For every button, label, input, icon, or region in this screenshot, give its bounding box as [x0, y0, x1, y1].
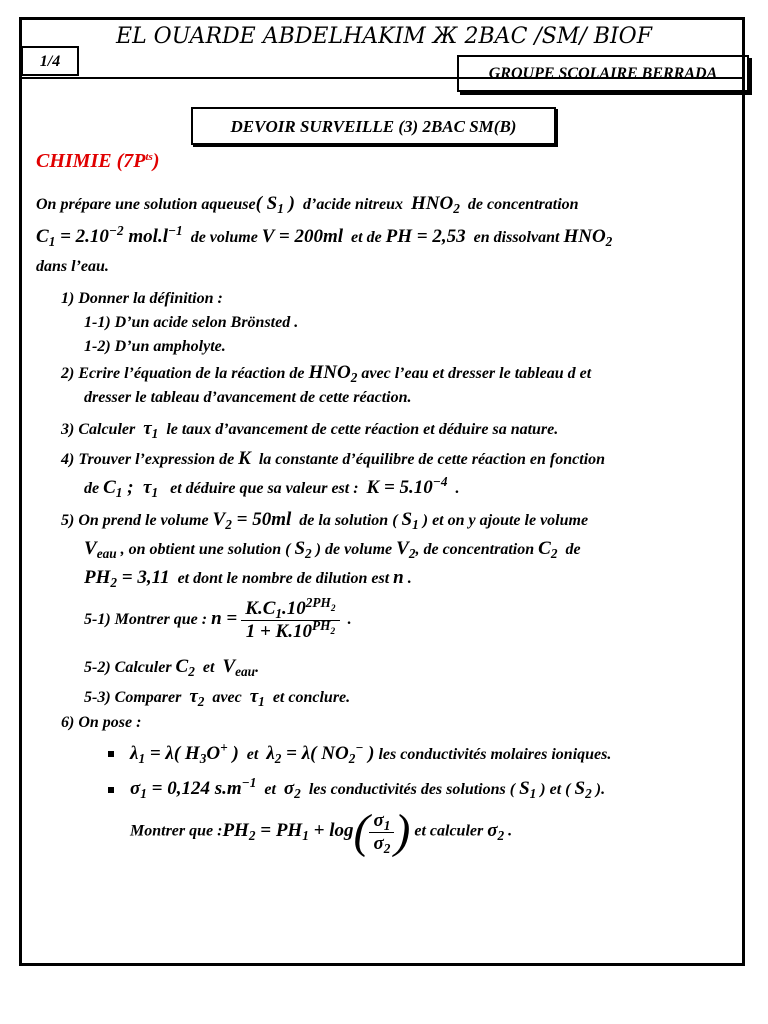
q5-2-line: 5-2) Calculer $C_2$ et $V_{eau}$.: [84, 656, 260, 679]
exam-title: DEVOIR SURVEILLE (3) 2BAC SM(B): [191, 107, 556, 145]
q1-item-1: 1-1) D’un acide selon Brönsted .: [84, 314, 299, 331]
q5-1-line: 5-1) Montrer que : n = $\frac{K.C_1.10^{2PH_2}}{1 + K.10^{PH_2}}$ .: [84, 595, 352, 642]
intro-line-3: dans l’eau.: [36, 258, 109, 275]
school-name: GROUPE SCOLAIRE BERRADA: [457, 55, 749, 92]
q6-show-line: Montrer que $:PH_2 = PH_1 + \log$( $\frac{\sigma_1}{\sigma_2}$ ) et calculer $\sigma_2$ .: [130, 805, 513, 858]
dilution-formula: $\frac{K.C_1.10^{2PH_2}}{1 + K.10^{PH_2}}$: [241, 598, 339, 643]
page-number: 1/4: [21, 46, 79, 76]
intro-line-2: $C_1 = 2.10^{-2}$ $mol.l^{-1}$ de volume V = 200ml et de PH = 2,53 en dissolvant $HNO_2$: [36, 223, 613, 249]
q5-line-2: $V_{eau}$ , on obtient une solution ( $S_2$ ) de volume $V_2$, de concentration $C_2$ de: [84, 538, 581, 561]
author-line: EL OUARDE ABDELHAKIM Ж 2BAC /SM/ BIOF: [116, 24, 652, 49]
q6-bullet-2: $\sigma_1 = 0,124$ $s.m^{-1}$ et $\sigma_2$ les conductivités des solutions ( $S_1$ ) et ( $S_2$ ).: [130, 775, 606, 801]
bullet-1: [108, 751, 114, 757]
q5-3-line: 5-3) Comparer $\tau_2$ avec $\tau_1$ et conclure.: [84, 686, 351, 709]
q6-label: 6) On pose :: [61, 714, 142, 731]
q4-line-1: 4) Trouver l’expression de K la constante d’équilibre de cette réaction en fonction: [61, 448, 606, 469]
section-title: CHIMIE $(7P^{ts})$: [36, 150, 160, 172]
q3-line: 3) Calculer $\tau_1$ le taux d’avancement de cette réaction et déduire sa nature.: [61, 418, 559, 441]
q5-line-1: 5) On prend le volume $V_2 = 50ml$ de la solution ( $S_1$ ) et on y ajoute le volume: [61, 509, 589, 532]
q1-item-2: 1-2) D’un ampholyte.: [84, 338, 226, 355]
q2-line-1: 2) Ecrire l’équation de la réaction de $HNO_2$ avec l’eau et dresser le tableau d et: [61, 362, 592, 385]
q6-bullet-1: $\lambda_1 = \lambda$( $H_3O^+$ ) et $\lambda_2 = \lambda$( $NO_2^-$ ) les conductivités molaires ioniques.: [130, 740, 612, 766]
q1-label: 1) Donner la définition :: [61, 290, 223, 307]
q2-line-2: dresser le tableau d’avancement de cette réaction.: [84, 389, 412, 406]
q4-line-2: de $C_1$ ; $\tau_1$ et déduire que sa valeur est : $K = 5.10^{-4}$ .: [84, 474, 460, 500]
intro-line-1: On prépare une solution aqueuse( $S_1$ ) d’acide nitreux $HNO_2$ de concentration: [36, 193, 579, 216]
sigma-ratio: $\frac{\sigma_1}{\sigma_2}$: [369, 810, 394, 855]
q5-line-3: $PH_2 = 3,11$ et dont le nombre de dilution est n .: [84, 567, 412, 590]
bullet-2: [108, 787, 114, 793]
